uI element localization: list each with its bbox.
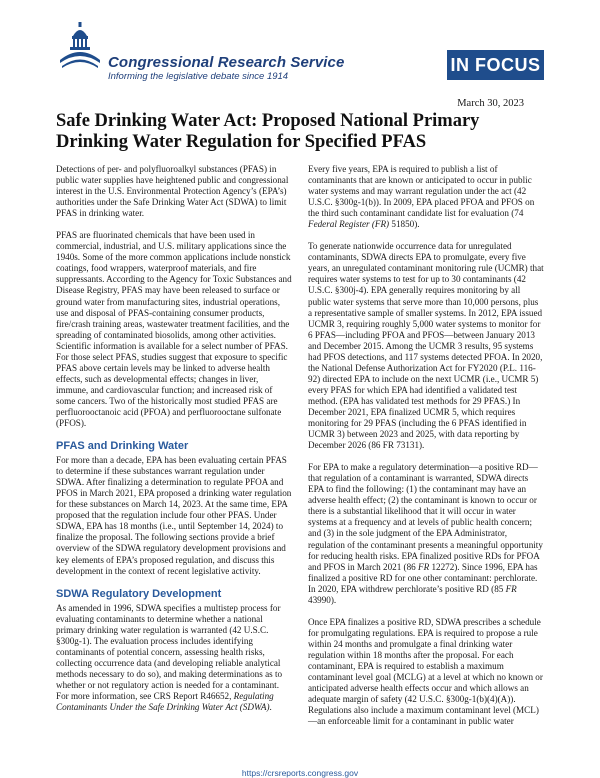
text-run: 51850). (389, 219, 420, 230)
citation-italic: FR (418, 561, 430, 572)
document-title: Safe Drinking Water Act: Proposed National Primary Drinking Water Regulation for Specified PFAS (56, 111, 480, 152)
paragraph (308, 164, 544, 230)
capitol-dome-icon (58, 22, 102, 68)
paragraph: To generate nationwide occurrence data for unregulated contaminants, SDWA directs EPA to promulgate, every five years, an unregulated contaminant monitoring rule (UCMR) that requires water systems to test for up to 30 contaminants (42 U.S.C. §300j-4). EPA generally requires monitoring by all public water systems that serve more than 10,000 persons, plus a representative sample of smaller systems. In 2012, EPA issued UCMR 3, requiring roughly 5,000 water systems to monitor for 6 PFAS—including PFOA and PFOS—between January 2013 and December 2015. Among the UCMR 3 results, 95 systems had PFOS detections, and 117 systems detected PFOA. In 2020, the National Defense Authorization Act for FY2020 (P.L. 116-92) directed EPA to include on the next UCMR (i.e., UCMR 5) every PFAS for which EPA had identified a validated test method. (EPA has validated test methods for 29 PFAS.) In December 2021, EPA finalized UCMR 5, which requires monitoring for 29 PFAS (including the 6 PFAS identified in UCMR 3) between 2023 and 2025, with data reporting by December 2026 (86 FR 73131). (308, 241, 544, 451)
paragraph: Once EPA finalizes a positive RD, SDWA prescribes a schedule for promulgating regulations. EPA is required to propose a rule within 24 months and promulgate a final drinking water regulation within 18 months after the proposal. For each contaminant, EPA is required to establish a maximum contaminant level goal (MCLG) at a level at which no known or anticipated adverse health effects occur and which allows an adequate margin of safety (42 U.S.C. §300g-1(b)(4)(A)). Regulations also include a maximum contaminant level (MCL)—an enforceable limit for a contaminant in public water (308, 616, 543, 727)
section-heading: PFAS and Drinking Water (56, 440, 189, 453)
org-name: Congressional Research Service (108, 54, 345, 71)
paragraph: Detections of per- and polyfluoroalkyl substances (PFAS) in public water supplies have heightened public and congressional interest in the U.S. Environmental Protection Agency’s (EPA’s) authorities under the Safe Drinking Water Act (SDWA) to limit PFAS in drinking water. (56, 164, 289, 219)
paragraph (56, 603, 292, 713)
report-header (0, 0, 600, 92)
footer-url[interactable]: https://crsreports.congress.gov (241, 768, 359, 778)
text-run: For EPA to make a regulatory determination—a positive RD—that regulation of a contaminant is warranted, SDWA directs EPA to find the following: (1) the contaminant may have an adverse health effect; (2) the contaminant is known to occur or there is a substantial likelihood that it will occur in water systems at a frequency and at levels of public health concern; and (3) in the sole judgment of the EPA Administrator, regulation of the contaminant presents a meaningful opportunity for reducing health risks. EPA finalized positive RDs for PFOA and PFOS in March 2021 (86 (308, 462, 543, 572)
report-title-citation: Regulating Contaminants Under the Safe Drinking Water Act (SDWA) (56, 690, 274, 713)
paragraph (308, 462, 544, 606)
paragraph: PFAS are fluorinated chemicals that have been used in commercial, industrial, and U.S. military applications since the 1940s. Some of the more common applications include nonstick coatings, food wrappers, waterproof materials, and fire suppressants. According to the Agency for Toxic Substances and Disease Registry, PFAS may have been released to surface or ground water from manufacturing sites, industrial operations, use and disposal of PFAS-containing consumer products, fire/crash training areas, wastewater treatment facilities, and the spreading of contaminated biosolids, among other activities. Scientific information is available for a select number of PFAS. For those select PFAS, studies suggest that exposure to specific PFAS above certain levels may be linked to adverse health effects, such as developmental effects; changes in liver, immune, and cardiovascular function; and increased risk of some cancers. Two of the historically most studied PFAS are perfluorooctanoic acid (PFOA) and perfluorooctane sulfonate (PFOS). (56, 230, 292, 429)
citation-italic: Federal Register (FR) (308, 219, 390, 230)
section-heading: SDWA Regulatory Development (56, 587, 222, 600)
citation-italic: FR (505, 583, 517, 594)
text-run: Every five years, EPA is required to publish a list of contaminants that are known or anticipated to occur in public water systems and may warrant regulation under the act (42 U.S.C. §300g-1(b)). In 2009, EPA placed PFOA and PFOS on the third such contaminant candidate list for evaluation (74 (308, 164, 535, 219)
left-column (56, 164, 292, 724)
publication-date: March 30, 2023 (457, 98, 524, 109)
text-run: 12272). Since 1996, EPA has finalized a positive RD for one other contaminant: perchlorate. In 2020, EPA withdrew perchlorate’s positive RD (85 (308, 561, 538, 594)
paragraph: For more than a decade, EPA has been evaluating certain PFAS to determine if these substances warrant regulation under SDWA. After finalizing a determination to regulate PFOA and PFOS in March 2021, EPA proposed a drinking water regulation for these substances on March 14, 2023. At the same time, EPA proposed that the regulation include four other PFAS. Under SDWA, EPA has 18 months (i.e., until September 14, 2024) to finalize the proposal. The following sections provide a brief overview of the SDWA regulatory development provisions and key elements of EPA’s proposed regulation, and discuss this development in the context of recent legislative activity. (56, 455, 292, 576)
org-tagline: Informing the legislative debate since 1914 (108, 71, 289, 82)
text-run: 43990). (308, 594, 337, 605)
text-run: As amended in 1996, SDWA specifies a multistep process for evaluating contaminants to determine whether a national primary drinking water regulation is warranted (42 U.S.C. §300g-1). The evaluation process includes identifying contaminants of potential concern, assessing health risks, collecting occurrence data (and developing reliable analytical methods necessary to do so), and making determinations as to whether or not regulatory action is needed for a contaminant. For more information, see CRS Report R46652, (56, 602, 283, 701)
text-run: . (269, 702, 272, 713)
right-column (308, 164, 544, 738)
in-focus-badge: IN FOCUS (447, 50, 544, 80)
